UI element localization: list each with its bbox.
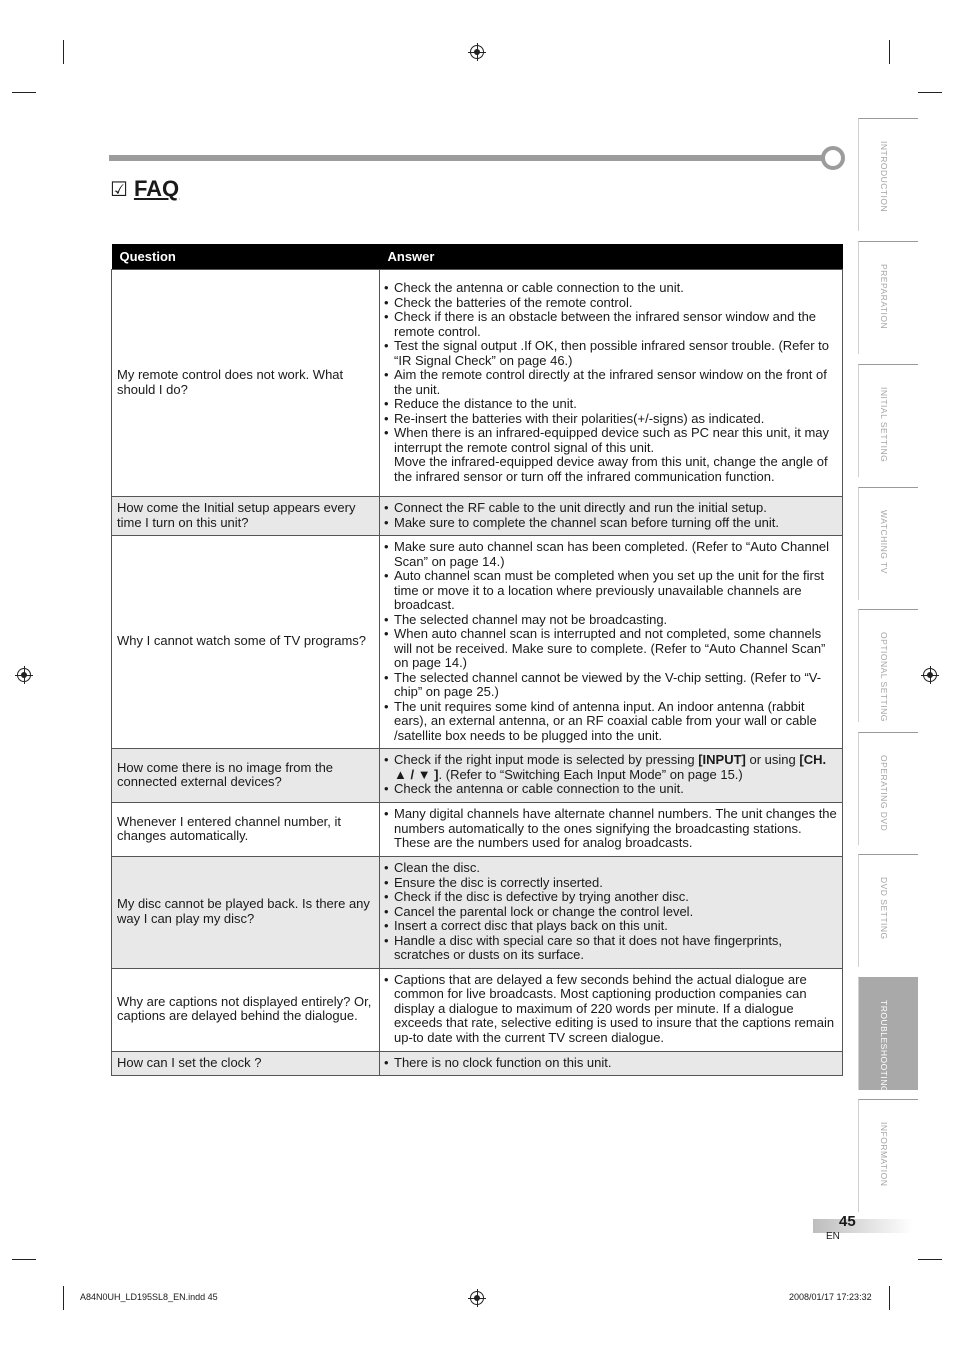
answer-cell xyxy=(380,968,843,1051)
section-tab[interactable] xyxy=(858,732,918,845)
answer-item: • There is no clock function on this unit. xyxy=(384,1056,837,1071)
section-tab[interactable] xyxy=(858,854,918,967)
button-reference: [INPUT] xyxy=(698,752,746,768)
answer-item: • Reduce the distance to the unit. xyxy=(384,397,837,412)
table-row xyxy=(112,749,843,803)
section-tab-label: INITIAL SETTING xyxy=(879,387,889,463)
header-bar xyxy=(109,155,827,161)
answer-item: • Check the antenna or cable connection to the unit. xyxy=(384,782,837,797)
answer-cell xyxy=(380,497,843,536)
question-cell: Why are captions not displayed entirely? Or, captions are delayed behind the dialogue. xyxy=(112,968,380,1051)
answer-item: • Check if there is an obstacle between the infrared sensor window and the remote control. xyxy=(384,310,837,339)
question-cell: How can I set the clock ? xyxy=(112,1051,380,1076)
page-title-text: FAQ xyxy=(133,176,180,201)
section-tab-label: PREPARATION xyxy=(879,264,889,330)
answer-cell xyxy=(380,270,843,497)
answer-item: • When auto channel scan is interrupted and not completed, some channels will not be received. Make sure to complete. (Refer to “Auto Channel Scan” on page 14.) xyxy=(384,627,837,671)
registration-mark-icon xyxy=(923,668,937,682)
section-tab-label: INFORMATION xyxy=(879,1122,889,1187)
button-reference: [CH. ▲ / ▼ ] xyxy=(394,752,827,782)
answer-list xyxy=(384,753,837,797)
answer-item xyxy=(384,753,837,782)
section-tab[interactable] xyxy=(858,977,918,1093)
answer-cell xyxy=(380,857,843,969)
answer-list xyxy=(384,501,837,530)
table-header-row xyxy=(112,244,843,270)
answer-item: • When there is an infrared-equipped device such as PC near this unit, it may interrupt the remote control signal of this unit. xyxy=(384,426,837,455)
table-row xyxy=(112,536,843,749)
answer-cell xyxy=(380,1051,843,1076)
crop-mark xyxy=(63,40,64,64)
crop-mark xyxy=(889,40,890,64)
file-info: A84N0UH_LD195SL8_EN.indd 45 xyxy=(80,1292,218,1302)
answer-item: • The unit requires some kind of antenna input. An indoor antenna (rabbit ears), an external antenna, or an RF coaxial cable from your wall or cable /satellite box needs to be plugged into the unit. xyxy=(384,700,837,744)
registration-mark-icon xyxy=(470,45,484,59)
answer-item: • Make sure to complete the channel scan before turning off the unit. xyxy=(384,516,837,531)
answer-item: • Captions that are delayed a few seconds behind the actual dialogue are common for live broadcasts. Most captioning production companies can display a dialogue to maximum of 220 words per minute. If a dialogue exceeds that rate, selective editing is used to insure that the captions remain up-to date with the current TV screen dialogue. xyxy=(384,973,837,1046)
answer-item: • The selected channel may not be broadcasting. xyxy=(384,613,837,628)
answer-list xyxy=(384,540,837,743)
section-tab-label: OPTIONAL SETTING xyxy=(879,632,889,722)
answer-list xyxy=(384,973,837,1046)
table-row xyxy=(112,1051,843,1076)
section-tab[interactable] xyxy=(858,609,918,722)
header-circle-icon xyxy=(821,146,845,170)
answer-item: • Re-insert the batteries with their polarities(+/-signs) as indicated. xyxy=(384,412,837,427)
crop-mark xyxy=(889,1286,890,1310)
answer-cell xyxy=(380,749,843,803)
faq-table xyxy=(111,244,843,1076)
answer-item: Move the infrared-equipped device away from this unit, change the angle of the infrared sensor or turn off the infrared communication function. xyxy=(394,454,828,484)
answer-item: • Auto channel scan must be completed when you set up the unit for the first time or move it to a location where previously unavailable channels are broadcast. xyxy=(384,569,837,613)
answer-item: • Clean the disc. xyxy=(384,861,837,876)
table-row xyxy=(112,270,843,497)
section-tab[interactable] xyxy=(858,118,918,231)
answer-item: • Test the signal output .If OK, then possible infrared sensor trouble. (Refer to “IR Signal Check” on page 46.) xyxy=(384,339,837,368)
crop-mark xyxy=(918,92,942,93)
registration-mark-icon xyxy=(17,668,31,682)
answer-item: • Make sure auto channel scan has been completed. (Refer to “Auto Channel Scan” on page 14.) xyxy=(384,540,837,569)
page-language: EN xyxy=(826,1231,840,1242)
answer-text: or using xyxy=(745,752,800,768)
question-cell: How come the Initial setup appears every time I turn on this unit? xyxy=(112,497,380,536)
crop-mark xyxy=(12,92,36,93)
answer-list xyxy=(384,281,837,484)
answer-item: • Ensure the disc is correctly inserted. xyxy=(384,876,837,891)
answer-text: . (Refer to “Switching Each Input Mode” on page 15.) xyxy=(438,766,743,782)
section-tab-label: DVD SETTING xyxy=(879,877,889,940)
answer-item: • Check if the disc is defective by trying another disc. xyxy=(384,890,837,905)
question-cell: My disc cannot be played back. Is there any way I can play my disc? xyxy=(112,857,380,969)
question-cell: How come there is no image from the connected external devices? xyxy=(112,749,380,803)
answer-text: Check if the right input mode is selected by pressing xyxy=(394,752,699,768)
crop-mark xyxy=(918,1259,942,1260)
crop-mark xyxy=(12,1259,36,1260)
section-tab-label: INTRODUCTION xyxy=(879,141,889,213)
answer-item: • Check the batteries of the remote control. xyxy=(384,296,837,311)
answer-item: • Cancel the parental lock or change the control level. xyxy=(384,905,837,920)
answer-list xyxy=(384,861,837,963)
table-row xyxy=(112,968,843,1051)
section-tab-label: OPERATING DVD xyxy=(879,755,889,832)
answer-item: • Check the antenna or cable connection to the unit. xyxy=(384,281,837,296)
question-cell: Why I cannot watch some of TV programs? xyxy=(112,536,380,749)
question-header: Question xyxy=(112,244,380,270)
question-cell: Whenever I entered channel number, it changes automatically. xyxy=(112,803,380,857)
answer-cell xyxy=(380,536,843,749)
section-tab[interactable] xyxy=(858,1099,918,1212)
page-title xyxy=(110,176,179,202)
table-row xyxy=(112,803,843,857)
section-tab[interactable] xyxy=(858,364,918,477)
answer-cell xyxy=(380,803,843,857)
answer-item: • Connect the RF cable to the unit directly and run the initial setup. xyxy=(384,501,837,516)
section-tab[interactable] xyxy=(858,487,918,600)
answer-list xyxy=(384,807,837,851)
crop-mark xyxy=(63,1286,64,1310)
section-tab[interactable] xyxy=(858,241,918,354)
print-timestamp: 2008/01/17 17:23:32 xyxy=(789,1292,872,1302)
answer-item: • The selected channel cannot be viewed by the V-chip setting. (Refer to “V-chip” on page 25.) xyxy=(384,671,837,700)
table-row xyxy=(112,857,843,969)
answer-list xyxy=(384,1056,837,1071)
answer-item: • Aim the remote control directly at the infrared sensor window on the front of the unit. xyxy=(384,368,837,397)
answer-item: • Many digital channels have alternate channel numbers. The unit changes the numbers automatically to the ones signifying the broadcasting stations. These are the numbers used for analog broadcasts. xyxy=(384,807,837,851)
answer-header: Answer xyxy=(380,244,843,270)
registration-mark-icon xyxy=(470,1291,484,1305)
section-tab-label: TROUBLESHOOTING xyxy=(879,1000,889,1093)
page-number: 45 xyxy=(839,1213,856,1230)
question-cell: My remote control does not work. What should I do? xyxy=(112,270,380,497)
table-row xyxy=(112,497,843,536)
section-tab-label: WATCHING TV xyxy=(879,510,889,574)
answer-item: • Insert a correct disc that plays back on this unit. xyxy=(384,919,837,934)
answer-item: • Handle a disc with special care so that it does not have fingerprints, scratches or dusts on its surface. xyxy=(384,934,837,963)
checkbox-icon: ☑ xyxy=(110,178,128,201)
